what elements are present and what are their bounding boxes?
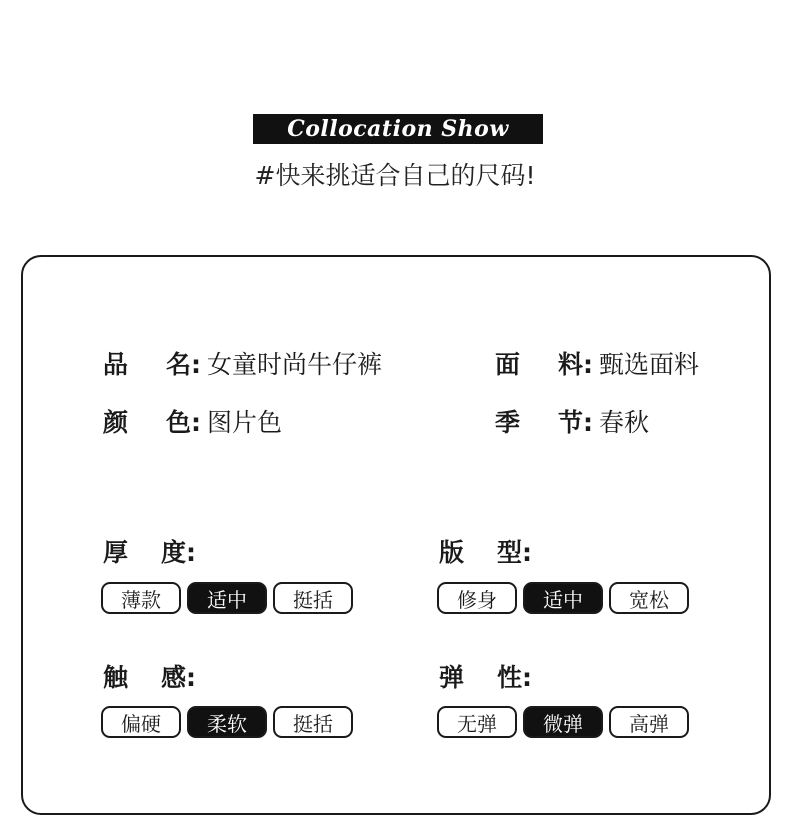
fit-option-tag: 修身 <box>437 582 517 614</box>
thickness-title: 厚 度: <box>103 538 196 567</box>
elasticity-title: 弹 性: <box>439 663 532 692</box>
info-name: 品 名: 女童时尚牛仔裤 <box>103 345 382 381</box>
elasticity-option-tag: 无弹 <box>437 706 517 738</box>
feel-title: 触 感: <box>103 663 196 692</box>
info-color-value: 图片色 <box>207 408 283 437</box>
info-fabric: 面 料: 甄选面料 <box>495 345 699 381</box>
elasticity-tags <box>437 706 689 738</box>
feel-option-tag: 偏硬 <box>101 706 181 738</box>
thickness-tags <box>101 582 353 614</box>
collocation-show-banner <box>253 114 543 144</box>
info-name-key: 品 名 <box>103 350 191 379</box>
elasticity-option-tag: 微弹 <box>523 706 603 738</box>
banner-text: Collocation Show <box>287 116 509 142</box>
info-name-value: 女童时尚牛仔裤 <box>207 350 383 379</box>
fit-option-tag: 宽松 <box>609 582 689 614</box>
info-color-key: 颜 色 <box>103 408 191 437</box>
info-fabric-key: 面 料 <box>495 350 583 379</box>
elasticity-option-tag: 高弹 <box>609 706 689 738</box>
feel-tags <box>101 706 353 738</box>
fit-title: 版 型: <box>439 538 532 567</box>
info-color: 颜 色: 图片色 <box>103 403 282 439</box>
thickness-option-tag: 薄款 <box>101 582 181 614</box>
thickness-option-tag: 挺括 <box>273 582 353 614</box>
page-subtitle: #快来挑适合自己的尺码! <box>254 161 536 190</box>
fit-tags <box>437 582 689 614</box>
thickness-option-tag: 适中 <box>187 582 267 614</box>
feel-option-tag: 柔软 <box>187 706 267 738</box>
product-info-card <box>21 255 771 815</box>
feel-option-tag: 挺括 <box>273 706 353 738</box>
info-fabric-value: 甄选面料 <box>599 350 700 379</box>
info-season-key: 季 节 <box>495 408 583 437</box>
info-season-value: 春秋 <box>599 408 650 437</box>
info-season: 季 节: 春秋 <box>495 403 649 439</box>
fit-option-tag: 适中 <box>523 582 603 614</box>
